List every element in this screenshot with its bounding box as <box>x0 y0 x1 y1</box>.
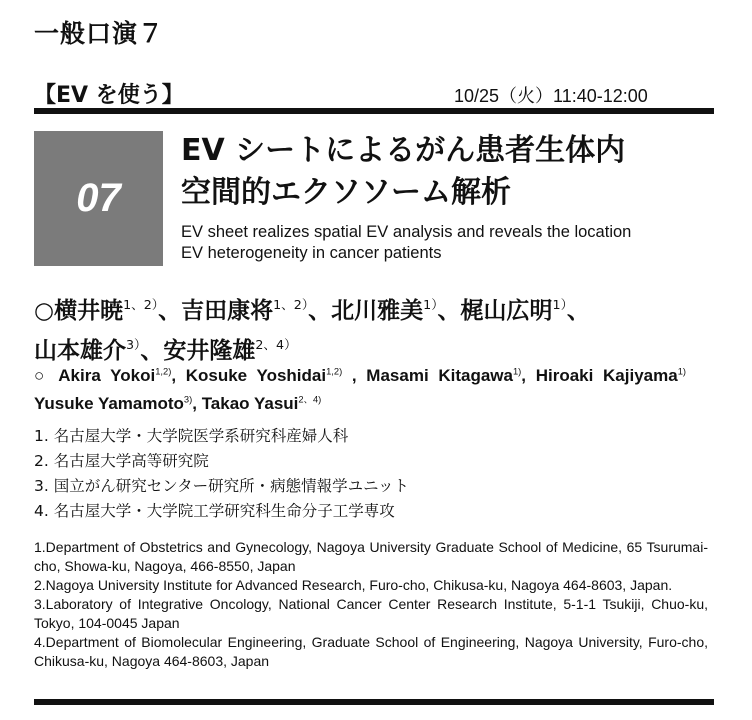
bottom-divider <box>34 699 714 705</box>
affiliations-english <box>34 538 708 671</box>
author-ja: 吉田康将$^{1、2)}$、 <box>181 297 332 324</box>
author-en: Masami Kitagawa$^{1)}$, <box>366 365 536 385</box>
affiliation-en: 4.Department of Biomolecular Engineering, Graduate School of Engineering, Nagoya University, Furo-cho, Chikusa-ku, Nagoya 464-8603, Japan <box>34 634 708 669</box>
title-english <box>181 222 631 264</box>
abstract-number: 07 <box>76 176 121 220</box>
title-ja-line: 空間的エクソソーム解析 <box>181 175 511 210</box>
title-japanese <box>181 130 625 214</box>
session-datetime: 10/25（火）11:40-12:00 <box>454 86 648 106</box>
authors-english <box>34 359 686 416</box>
author-en: Takao Yasui$^{2、4)}$ <box>201 394 322 414</box>
session-title: 一般口演７ <box>34 19 165 48</box>
top-divider <box>34 108 714 114</box>
affiliation-en: 3.Laboratory of Integrative Oncology, National Cancer Center Research Institute, 5-1-1 Tsukiji, Chuo-ku, Tokyo, 104-0045 Japan <box>34 596 708 631</box>
affiliation-en: 1.Department of Obstetrics and Gynecology, Nagoya University Graduate School of Medicine, 65 Tsurumai-cho, Showa-ku, Nagoya, 466-8550, Japan <box>34 539 708 574</box>
author-en: ○ Akira Yokoi$^{1,2)}$, <box>34 365 186 385</box>
author-ja: 山本雄介$^{3)}$、 <box>34 336 164 364</box>
author-ja: 梶山広明$^{1)}$、 <box>460 297 590 324</box>
title-en-line: EV heterogeneity in cancer patients <box>181 244 442 262</box>
authors-japanese <box>34 288 590 368</box>
author-en: Kosuke Yoshidai$^{1,2)}$ , <box>185 365 367 385</box>
title-en-line: EV sheet realizes spatial EV analysis and reveals the location <box>181 223 632 241</box>
affiliation-ja: 1. 名古屋大学・大学院医学系研究科産婦人科 <box>34 427 349 445</box>
author-en: Hiroaki Kajiyama$^{1)}$ <box>535 365 686 385</box>
author-ja: ○横井暁$^{1、2)}$、 <box>34 297 182 324</box>
title-ja-line: EV シートによるがん患者生体内 <box>181 133 626 168</box>
author-ja: 安井隆雄$^{2、4)}$ <box>163 336 297 364</box>
author-ja: 北川雅美$^{1)}$、 <box>331 297 461 324</box>
affiliation-en: 2.Nagoya University Institute for Advanced Research, Furo-cho, Chikusa-ku, Nagoya 464-8603, Japan. <box>34 577 673 593</box>
affiliation-ja: 2. 名古屋大学高等研究院 <box>34 452 209 470</box>
abstract-number-box <box>34 131 163 266</box>
session-category: 【EV を使う】 <box>34 83 184 108</box>
affiliation-ja: 3. 国立がん研究センター研究所・病態情報学ユニット <box>34 477 409 495</box>
affiliations-japanese <box>34 424 409 524</box>
affiliation-ja: 4. 名古屋大学・大学院工学研究科生命分子工学専攻 <box>34 502 395 520</box>
author-en: Yusuke Yamamoto$^{3)}$, <box>34 394 202 414</box>
